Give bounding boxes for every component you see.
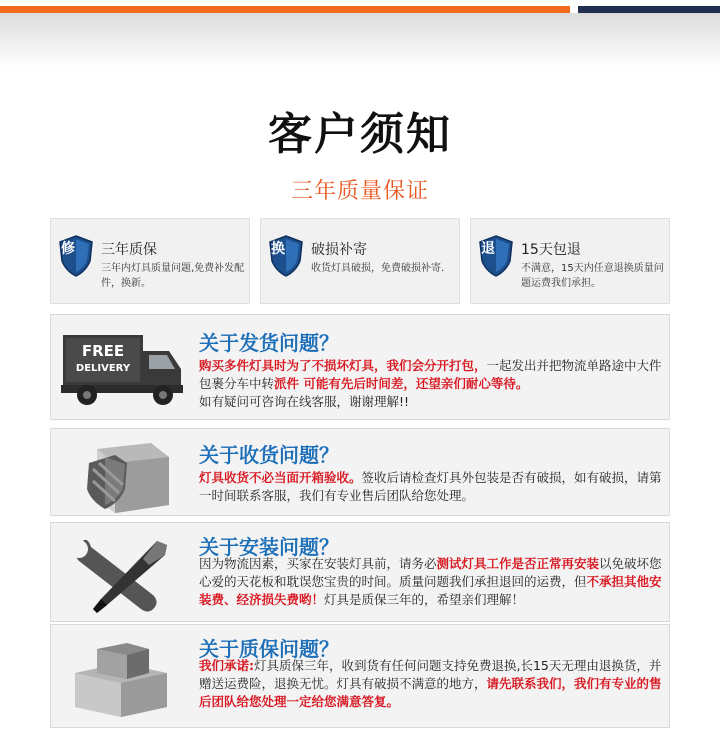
section-installation <box>50 522 670 622</box>
guarantee-return <box>470 218 670 304</box>
shield-label: 修 <box>61 241 75 257</box>
section-warranty <box>50 624 670 728</box>
emphasis-text: 请先联系我们，我们有专业的售后团队给您处理一定给您满意答复。 <box>199 676 662 709</box>
top-accent-bar <box>0 0 720 14</box>
body-text: 以免破坏您心爱的天花板和耽误您宝贵的时间。质量问题我们承担退回的运费，但 <box>199 556 662 589</box>
shield-label: 退 <box>481 241 495 257</box>
section-body <box>199 555 667 609</box>
emphasis-text: 购买多件灯具时为了不损坏灯具，我们会分开打包， <box>199 358 487 373</box>
body-text: 签收后请检查灯具外包装是否有破损，如有破损，请第一时间联系客服，我们有专业售后团队给您处理。 <box>199 470 662 503</box>
truck-text-free: FREE <box>81 342 125 360</box>
section-title: 关于发货问题？ <box>199 331 339 355</box>
body-text: 一起发出并把物流单路途中大件包裹分车中转 <box>199 358 662 391</box>
section-title: 关于质保问题？ <box>199 637 339 661</box>
header-fade <box>0 13 720 68</box>
emphasis-text: 测试灯具工作是否正常再安装 <box>436 556 600 571</box>
guarantee-row <box>50 218 670 304</box>
navy-stripe <box>578 6 720 13</box>
guarantee-replace <box>260 218 460 304</box>
body-text: 灯具质保三年，收到货有任何问题支持免费退换,长15天无理由退换货，并赠送运费险，退换无忧。灯具有破损不满意的地方， <box>199 658 662 691</box>
shield-label: 换 <box>271 241 285 257</box>
emphasis-text: 派件 可能有先后时间差，还望亲们耐心等待。 <box>274 376 529 391</box>
guarantee-title: 15天包退 <box>521 242 581 258</box>
boxes-icon <box>57 633 189 719</box>
delivery-truck-icon <box>57 323 189 413</box>
guarantee-title: 三年质保 <box>101 242 157 258</box>
page-title: 客户须知 <box>268 109 452 160</box>
orange-stripe <box>0 6 570 13</box>
guarantee-desc: 收货灯具破损，免费破损补寄. <box>311 263 445 274</box>
guarantee-desc: 不满意，15天内任意退换质量问题运费我们承担。 <box>521 263 664 289</box>
truck-text-delivery: DELIVERY <box>75 363 131 374</box>
body-text: 因为物流因素，买家在安装灯具前，请务必 <box>199 556 437 571</box>
page-subtitle: 三年质量保证 <box>290 179 429 204</box>
wrench-screwdriver-icon <box>57 531 189 619</box>
section-receiving <box>50 428 670 516</box>
package-shield-icon <box>57 437 189 517</box>
section-body <box>199 357 667 411</box>
body-text: 灯具是质保三年的，希望亲们理解！ <box>324 592 525 607</box>
section-title: 关于安装问题？ <box>199 535 339 559</box>
emphasis-text: 我们承诺: <box>199 658 254 673</box>
section-title: 关于收货问题？ <box>199 443 339 467</box>
section-shipping <box>50 314 670 420</box>
guarantee-title: 破损补寄 <box>311 242 367 258</box>
body-text: 如有疑问可咨询在线客服，谢谢理解!! <box>199 394 410 409</box>
section-body <box>199 657 667 711</box>
section-body <box>199 469 667 505</box>
emphasis-text: 不承担其他安装费、经济损失费哟！ <box>199 574 662 607</box>
emphasis-text: 灯具收货不必当面开箱验收。 <box>199 470 362 485</box>
guarantee-repair <box>50 218 250 304</box>
guarantee-desc: 三年内灯具质量问题,免费补发配件，换新。 <box>101 263 245 289</box>
